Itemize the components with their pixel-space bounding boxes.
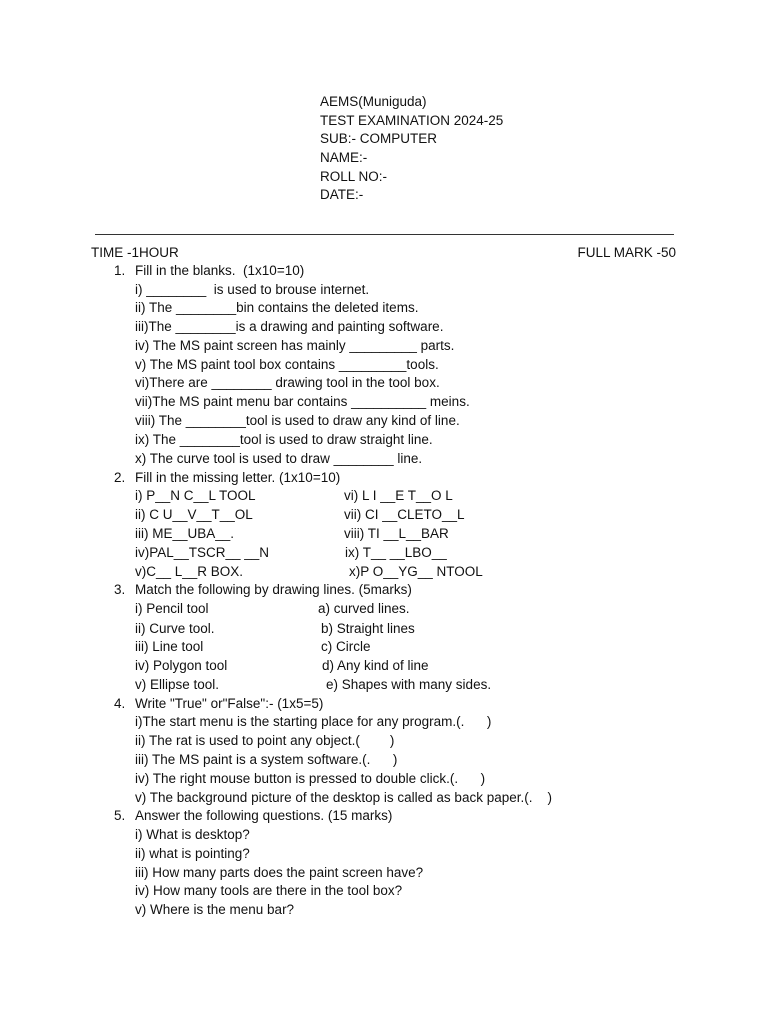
question-title: Write "True" or"False":- (1x5=5) [135, 696, 324, 711]
list-item: iii)The ________is a drawing and painting software. [135, 319, 444, 334]
list-item: i) Pencil tool [135, 601, 209, 616]
list-item: vi) L I __E T__O L [344, 488, 453, 503]
list-item: ix) The ________tool is used to draw straight line. [135, 432, 433, 447]
question-number: 3. [114, 582, 126, 597]
list-item: i) What is desktop? [135, 827, 250, 842]
question-title: Match the following by drawing lines. (5marks) [135, 582, 412, 597]
school-name: AEMS(Muniguda) [320, 94, 427, 109]
list-item: iv) Polygon tool [135, 658, 228, 673]
list-item: viii) TI __L__BAR [344, 526, 449, 541]
list-item: v) The background picture of the desktop is called as back paper.(. ) [135, 790, 552, 805]
list-item: b) Straight lines [321, 621, 415, 636]
list-item: vi)There are ________ drawing tool in the tool box. [135, 375, 440, 390]
question-title: Answer the following questions. (15 marks) [135, 808, 393, 823]
list-item: v) Ellipse tool. [135, 677, 220, 692]
list-item: ii) what is pointing? [135, 846, 250, 861]
list-item: vii)The MS paint menu bar contains __________ meins. [135, 394, 470, 409]
list-item: viii) The ________tool is used to draw any kind of line. [135, 413, 460, 428]
list-item: iii) The MS paint is a system software.(. ) [135, 752, 398, 767]
question-title: Fill in the blanks. (1x10=10) [135, 263, 305, 278]
list-item: ix) T__ __LBO__ [345, 545, 447, 560]
question-title: Fill in the missing letter. (1x10=10) [135, 470, 341, 485]
question-number: 4. [114, 696, 126, 711]
list-item: c) Circle [321, 639, 371, 654]
list-item: ii) The rat is used to point any object.( ) [135, 733, 395, 748]
question-number: 1. [114, 263, 126, 278]
list-item: iii) Line tool [135, 639, 204, 654]
list-item: a) curved lines. [318, 601, 410, 616]
list-item: i) P__N C__L TOOL [135, 488, 256, 503]
name-field-label: NAME:- [320, 150, 368, 165]
list-item: d) Any kind of line [322, 658, 429, 673]
header-divider [95, 234, 674, 235]
list-item: iv) The right mouse button is pressed to double click.(. ) [135, 771, 486, 786]
list-item: x)P O__YG__ NTOOL [349, 564, 483, 579]
list-item: iv) The MS paint screen has mainly _________ parts. [135, 338, 455, 353]
time-label: TIME -1HOUR [91, 245, 179, 260]
list-item: ii) The ________bin contains the deleted items. [135, 300, 419, 315]
list-item: v)C__ L__R BOX. [135, 564, 244, 579]
list-item: ii) Curve tool. [135, 621, 215, 636]
list-item: i)The start menu is the starting place for any program.(. ) [135, 714, 492, 729]
list-item: ii) C U__V__T__OL [135, 507, 253, 522]
exam-title: TEST EXAMINATION 2024-25 [320, 113, 504, 128]
question-number: 5. [114, 808, 126, 823]
list-item: iv)PAL__TSCR__ __N [135, 545, 270, 560]
question-number: 2. [114, 470, 126, 485]
list-item: iii) How many parts does the paint screen have? [135, 865, 424, 880]
full-mark-label: FULL MARK -50 [577, 245, 676, 260]
list-item: x) The curve tool is used to draw ________ line. [135, 451, 423, 466]
roll-field-label: ROLL NO:- [320, 169, 388, 184]
list-item: e) Shapes with many sides. [326, 677, 492, 692]
list-item: vii) CI __CLETO__L [344, 507, 465, 522]
list-item: iii) ME__UBA__. [135, 526, 235, 541]
list-item: v) Where is the menu bar? [135, 902, 295, 917]
date-field-label: DATE:- [320, 187, 364, 202]
list-item: v) The MS paint tool box contains _________tools. [135, 357, 439, 372]
list-item: iv) How many tools are there in the tool box? [135, 883, 403, 898]
list-item: i) ________ is used to brouse internet. [135, 282, 370, 297]
subject-line: SUB:- COMPUTER [320, 131, 438, 146]
